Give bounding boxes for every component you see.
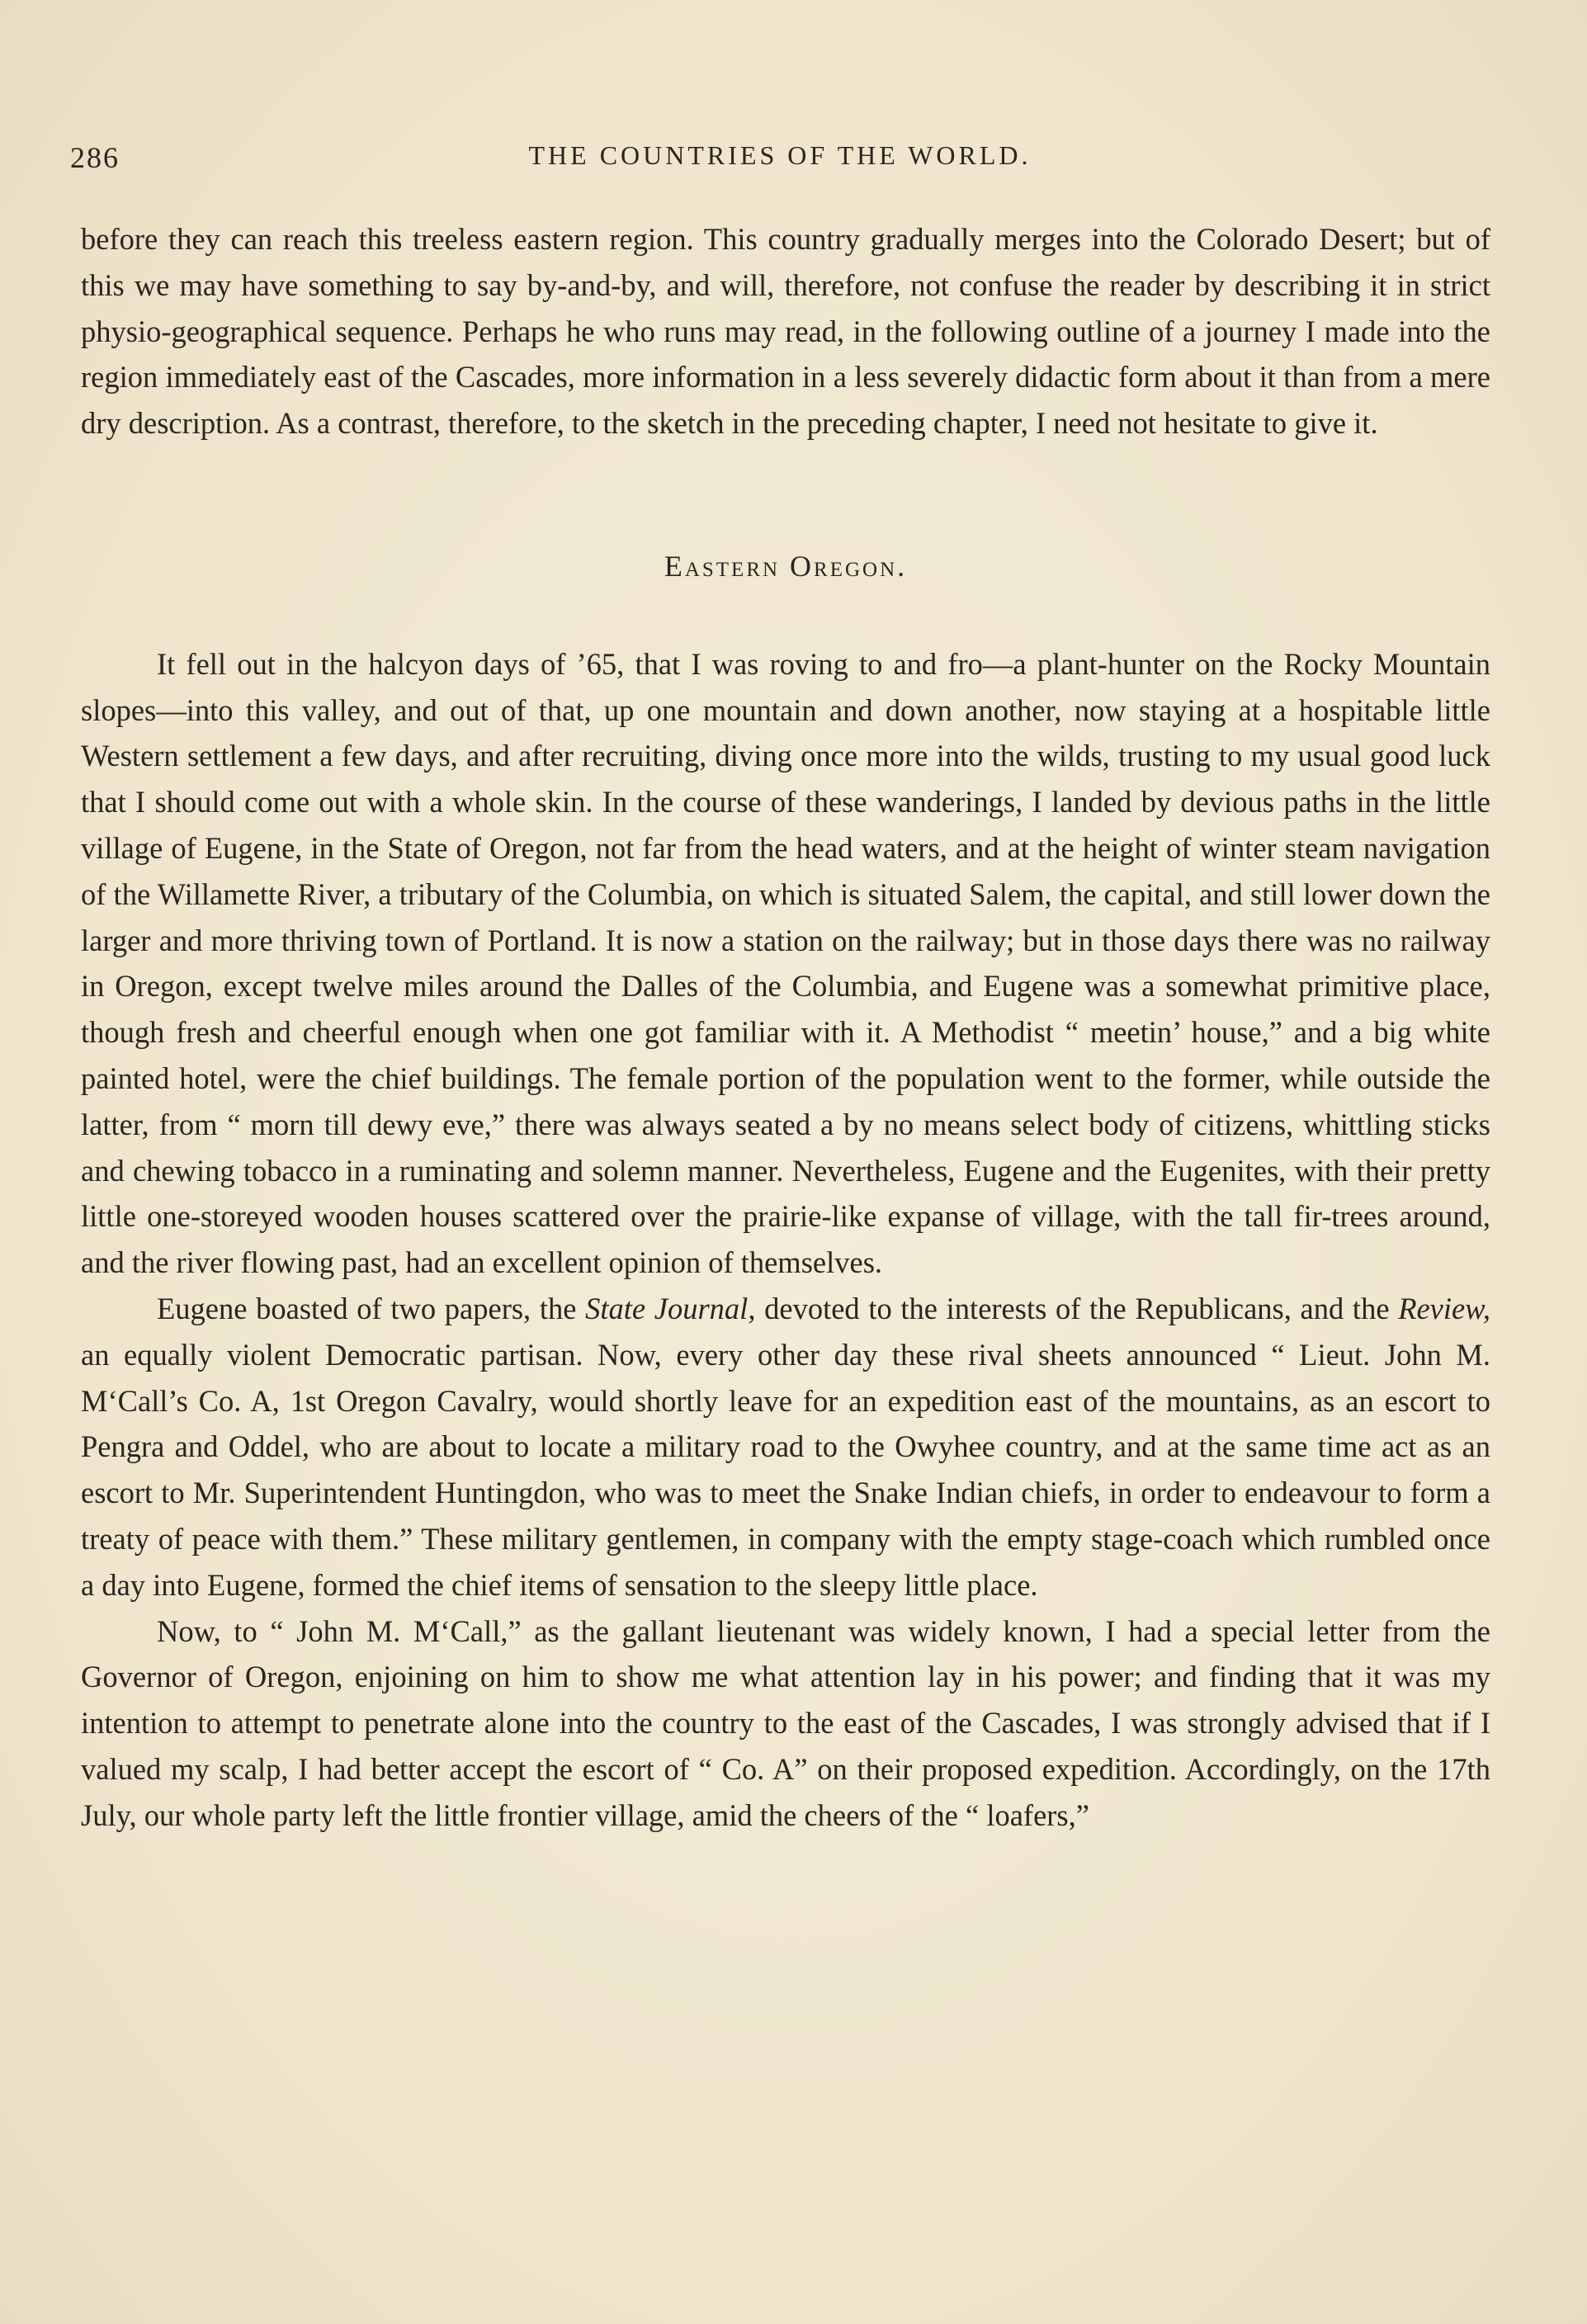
- running-head: [70, 132, 1490, 182]
- paragraph-text: Eugene boasted of two papers, the: [157, 1291, 586, 1325]
- paragraph: [81, 1286, 1490, 1608]
- newspaper-title: State Journal,: [585, 1291, 756, 1325]
- paragraph: Now, to “ John M. M‘Call,” as the gallant lieutenant was widely known, I had a special letter from the Governor of Oregon, enjoining on him to show me what attention lay in his power; and finding that it was my intention to attempt to penetrate alone into the country to the east of the Cascades, I was strongly advised that if I valued my scalp, I had better accept the escort of “ Co. A” on their proposed expedition. Accordingly, on the 17th July, our whole party left the little frontier village, amid the cheers of the “ loafers,”: [81, 1613, 1490, 1832]
- running-title: THE COUNTRIES OF THE WORLD.: [528, 140, 1032, 170]
- page-number: 286: [70, 141, 120, 174]
- body-text: [81, 216, 1490, 1839]
- section-heading: Eastern Oregon.: [664, 549, 908, 583]
- paragraph: It fell out in the halcyon days of ’65, that I was roving to and fro—a plant-hunter on the Rocky Mountain slopes—into this valley, and out of that, up one mountain and down another, now staying at a hospitable little Western settlement a few days, and after recruiting, diving once more into the wilds, trusting to my usual good luck that I should come out with a whole skin. In the course of these wanderings, I landed by devious paths in the little village of Eugene, in the State of Oregon, not far from the head waters, and at the height of winter steam navigation of the Willamette River, a tributary of the Columbia, on which is situated Salem, the capital, and still lower down the larger and more thriving town of Portland. It is now a station on the railway; but in those days there was no railway in Oregon, except twelve miles around the Dalles of the Columbia, and Eugene was a somewhat primitive place, though fresh and cheerful enough when one got familiar with it. A Methodist “ meetin’ house,” and a big white painted hotel, were the chief buildings. The female portion of the population went to the former, while outside the latter, from “ morn till dewy eve,” there was always seated a by no means select body of citizens, whittling sticks and chewing tobacco in a ruminating and solemn manner. Nevertheless, Eugene and the Eugenites, with their pretty little one-storeyed wooden houses scattered over the prairie-like expanse of village, with the tall fir-trees around, and the river flowing past, had an excellent opinion of themselves.: [81, 646, 1490, 1280]
- newspaper-title: Review,: [1398, 1291, 1490, 1325]
- paragraph-text: devoted to the interests of the Republicans, and the: [755, 1291, 1399, 1325]
- continued-paragraph: before they can reach this treeless eastern region. This country gradually merges into the Colorado Desert; but of this we may have something to say by-and-by, and will, therefore, not confuse the reader by describing it in strict physio-geographical sequence. Perhaps he who runs may read, in the following outline of a journey I made into the region immediately east of the Cascades, more information in a less severely didactic form about it than from a mere dry description. As a contrast, therefore, to the sketch in the preceding chapter, I need not hesitate to give it.: [81, 222, 1490, 441]
- paragraph-text: an equally violent Democratic partisan. Now, every other day these rival sheets announced “ Lieut. John M. M‘Call’s Co. A, 1st Oregon Cavalry, would shortly leave for an expedition east of the mountains, as an escort to Pengra and Oddel, who are about to locate a military road to the Owyhee country, and at the same time act as an escort to Mr. Superintendent Huntingdon, who was to meet the Snake Indian chiefs, in order to endeavour to form a treaty of peace with them.” These military gentlemen, in company with the empty stage-coach which rumbled once a day into Eugene, formed the chief items of sensation to the sleepy little place.: [81, 1337, 1490, 1602]
